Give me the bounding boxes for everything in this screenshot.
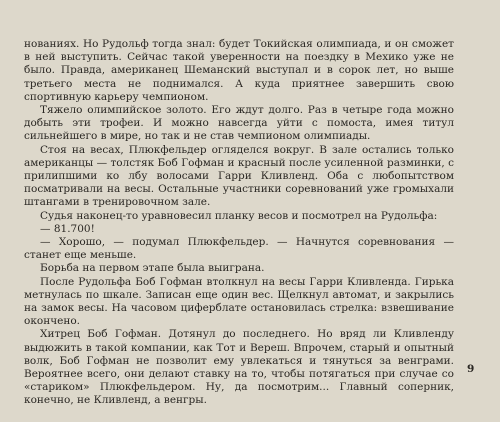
paragraph-3: Стоя на весах, Плюкфельдер огляделся вокруг. В зале остались только американцы — толстяк Боб Гофман и красный после усиленной разминки, с прилипшими ко лбу волосами Гарри Кливленд. Оба с любопытством посматривали на весы. Остальные участники соревнований уже громыхали штангами в тренировочном зале. — [24, 143, 454, 209]
paragraph-7: Борьба на первом этапе была выиграна. — [40, 262, 265, 275]
paragraph-8: После Рудольфа Боб Гофман втолкнул на весы Гарри Кливленда. Гирька метнулась по шкале. Записан еще один вес. Щелкнул автомат, и закрылись на замок весы. На часовом циферблате остановилась стрелка: взвешивание окончено. — [24, 275, 454, 328]
body-text — [24, 38, 454, 408]
paragraph-1: нованиях. Но Рудольф тогда знал: будет Токийская олимпиада, и он сможет в ней выступить. Сейчас такой уверенности на поездку в Мехико уже не было. Правда, американец Шеманский выступал и в сорок лет, но выше третьего места не поднимался. А куда приятнее завершить свою спортивную карьеру чемпионом. — [24, 38, 454, 103]
paragraph-5: — 81.700! — [40, 222, 95, 235]
paragraph-9: Хитрец Боб Гофман. Дотянул до последнего. Но вряд ли Кливленду выдюжить в такой компании, как Тот и Вереш. Впрочем, старый и опытный волк, Боб Гофман не позволит ему увлекаться и тянуться за венграми. Вероятнее всего, они делают ставку на то, чтобы потягаться при случае со «стариком» Плюкфельдером. Ну, да посмотрим... Главный соперник, конечно, не Кливленд, а венгры. — [24, 328, 454, 407]
paragraph-4: Судья наконец-то уравновесил планку весов и посмотрел на Рудольфа: — [40, 209, 438, 222]
page-number: 9 — [467, 363, 475, 375]
paragraph-2: Тяжело олимпийское золото. Его ждут долго. Раз в четыре года можно добыть эти трофеи. И можно навсегда уйти с помоста, имея титул сильнейшего в мире, но так и не став чемпионом олимпиады. — [24, 104, 454, 143]
paragraph-6: — Хорошо, — подумал Плюкфельдер. — Начнутся соревнования — станет еще меньше. — [24, 236, 454, 262]
